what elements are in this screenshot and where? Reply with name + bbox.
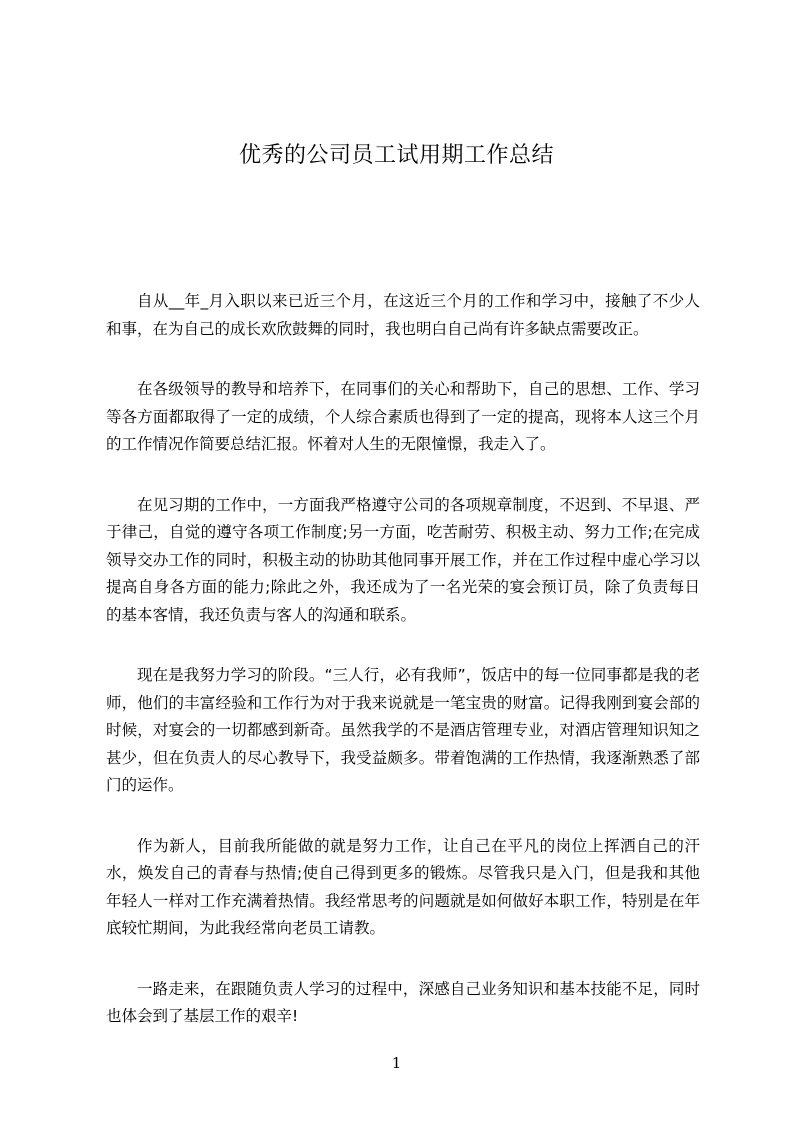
paragraph-3: 在见习期的工作中，一方面我严格遵守公司的各项规章制度，不迟到、不早退、严于律己，自觉的遵守各项工作制度;另一方面，吃苦耐劳、积极主动、努力工作;在完成领导交办工作的同时，积极主动的协助其他同事开展工作，并在工作过程中虚心学习以提高自身各方面的能力;除此之外，我还成为了一名光荣的宴会预订员，除了负责每日的基本客情，我还负责与客人的沟通和联系。 — [106, 495, 700, 624]
document-body — [106, 288, 700, 1064]
paragraph-6: 一路走来，在跟随负责人学习的过程中，深感自己业务知识和基本技能不足，同时也体会到了基层工作的艰辛! — [106, 979, 700, 1025]
document-title: 优秀的公司员工试用期工作总结 — [238, 143, 554, 168]
paragraph-5: 作为新人，目前我所能做的就是努力工作，让自己在平凡的岗位上挥洒自己的汗水，焕发自己的青春与热情;使自己得到更多的锻炼。尽管我只是入门，但是我和其他年轻人一样对工作充满着热情。我经常思考的问题就是如何做好本职工作，特别是在年底较忙期间，为此我经常向老员工请教。 — [106, 836, 700, 937]
page-number: 1 — [391, 1054, 402, 1072]
paragraph-4: 现在是我努力学习的阶段。“三人行，必有我师”，饭店中的每一位同事都是我的老师，他们的丰富经验和工作行为对于我来说就是一笔宝贵的财富。记得我刚到宴会部的时候，对宴会的一切都感到新奇。虽然我学的不是酒店管理专业，对酒店管理知识知之甚少，但在负责人的尽心教导下，我受益颇多。带着饱满的工作热情，我逐渐熟悉了部门的运作。 — [106, 666, 700, 794]
paragraph-2: 在各级领导的教导和培养下，在同事们的关心和帮助下，自己的思想、工作、学习等各方面都取得了一定的成绩，个人综合素质也得到了一定的提高，现将本人这三个月的工作情况作简要总结汇报。怀着对人生的无限憧憬，我走入了。 — [106, 380, 700, 453]
paragraph-1: 自从__年_月入职以来已近三个月，在这近三个月的工作和学习中，接触了不少人和事，在为自己的成长欢欣鼓舞的同时，我也明白自己尚有许多缺点需要改正。 — [106, 292, 700, 338]
